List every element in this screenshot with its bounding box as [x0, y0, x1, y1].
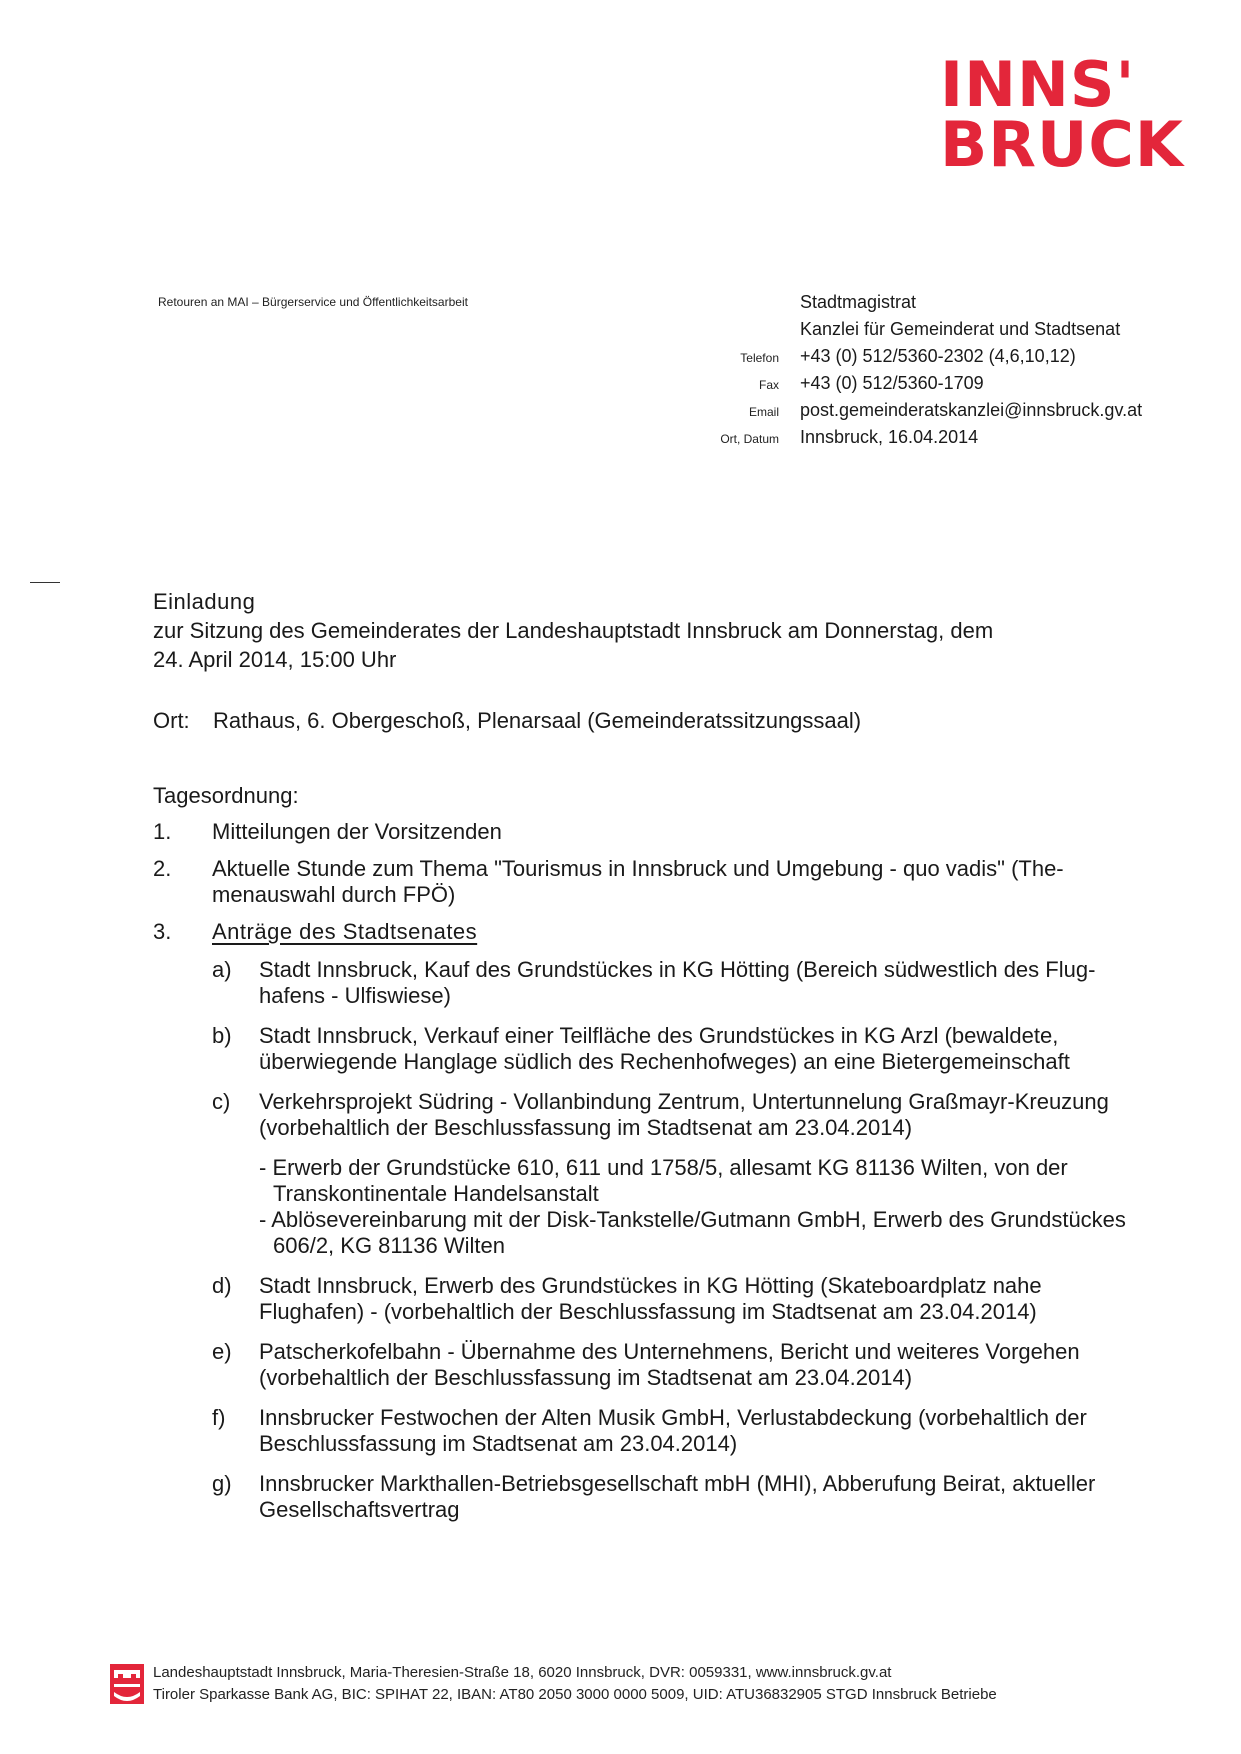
date-label: Ort, Datum: [720, 432, 779, 446]
sub-letter: d): [212, 1273, 232, 1298]
detail-line: - Erwerb der Grundstücke 610, 611 und 1758/5, allesamt KG 81136 Wilten, von der Transkontinentale Handelsanstalt: [259, 1155, 1068, 1206]
agenda-item: [153, 819, 1133, 845]
agenda-list: [153, 819, 1133, 1537]
sub-letter: g): [212, 1471, 232, 1496]
email-label: Email: [748, 405, 779, 419]
heading-line-2: zur Sitzung des Gemeinderates der Landeshauptstadt Innsbruck am Donnerstag, dem: [153, 618, 994, 643]
sub-item: [212, 1089, 1133, 1259]
contact-block: [600, 292, 1200, 454]
fax-value: +43 (0) 512/5360-1709: [800, 373, 984, 393]
heading-line-3: 24. April 2014, 15:00 Uhr: [153, 647, 397, 672]
agenda-number: 1.: [153, 819, 172, 844]
sub-item: [212, 1339, 1133, 1391]
sub-item: [212, 1273, 1133, 1325]
sub-text: Stadt Innsbruck, Erwerb des Grundstückes in KG Hötting (Skateboardplatz nahe Flughafen) - (vorbehaltlich der Beschlussfassung im Stadtsenat am 23.04.2014): [259, 1273, 1042, 1324]
sub-item: [212, 1471, 1133, 1523]
sub-letter: c): [212, 1089, 231, 1114]
location-line: [153, 708, 861, 734]
sub-items: [212, 957, 1133, 1523]
agenda-text: Anträge des Stadtsenates: [212, 919, 478, 944]
return-address: Retouren an MAI – Bürgerservice und Öffentlichkeitsarbeit: [158, 295, 468, 309]
fax-label: Fax: [758, 378, 779, 392]
location-label: Ort:: [153, 708, 190, 733]
sub-text: Innsbrucker Markthallen-Betriebsgesellschaft mbH (MHI), Abberufung Beirat, aktueller Gesellschaftsvertrag: [259, 1471, 1096, 1522]
innsbruck-logo: [940, 48, 1185, 181]
heading-line-1: Einladung: [153, 589, 256, 614]
invitation-heading: [153, 587, 1073, 674]
contact-row: [600, 400, 1200, 427]
agenda-title: Tagesordnung:: [153, 783, 299, 808]
logo-line-1: INNS': [940, 48, 1136, 121]
contact-row: [600, 292, 1200, 319]
sub-item: [212, 1023, 1133, 1075]
city-crest-icon: [110, 1664, 144, 1704]
agenda-item: [153, 856, 1133, 908]
sub-letter: a): [212, 957, 232, 982]
contact-row: [600, 427, 1200, 454]
sub-text: Stadt Innsbruck, Kauf des Grundstückes in KG Hötting (Bereich südwestlich des Flug-hafens - Ulfiswiese): [259, 957, 1096, 1008]
sub-text: Stadt Innsbruck, Verkauf einer Teilfläche des Grundstückes in KG Arzl (bewaldete, überwiegende Hanglage südlich des Rechenhofweges) an eine Bietergemeinschaft: [259, 1023, 1070, 1074]
footer: [110, 1662, 1210, 1712]
sub-letter: e): [212, 1339, 232, 1364]
contact-row: [600, 319, 1200, 346]
sub-item: [212, 1405, 1133, 1457]
fold-mark: [30, 582, 60, 583]
date-value: Innsbruck, 16.04.2014: [800, 427, 979, 447]
telefon-label: Telefon: [740, 351, 779, 365]
agenda-number: 2.: [153, 856, 172, 881]
sub-details: [259, 1155, 1133, 1259]
contact-row: [600, 346, 1200, 373]
sub-text: Patscherkofelbahn - Übernahme des Unternehmens, Bericht und weiteres Vorgehen (vorbehaltlich der Beschlussfassung im Stadtsenat am 23.04.2014): [259, 1339, 1080, 1390]
contact-row: [600, 373, 1200, 400]
logo-line-2: BRUCK: [940, 108, 1184, 181]
footer-text: [153, 1662, 997, 1706]
email-value: post.gemeinderatskanzlei@innsbruck.gv.at: [800, 400, 1143, 420]
sub-text: Innsbrucker Festwochen der Alten Musik GmbH, Verlustabdeckung (vorbehaltlich der Beschlussfassung im Stadtsenat am 23.04.2014): [259, 1405, 1087, 1456]
sub-text: Verkehrsprojekt Südring - Vollanbindung Zentrum, Untertunnelung Graßmayr-Kreuzung (vorbehaltlich der Beschlussfassung im Stadtsenat am 23.04.2014): [259, 1089, 1109, 1140]
location-value: Rathaus, 6. Obergeschoß, Plenarsaal (Gemeinderatssitzungssaal): [213, 708, 862, 733]
agenda-text: Aktuelle Stunde zum Thema "Tourismus in Innsbruck und Umgebung - quo vadis" (The-menauswahl durch FPÖ): [212, 856, 1064, 907]
footer-line-2: Tiroler Sparkasse Bank AG, BIC: SPIHAT 22, IBAN: AT80 2050 3000 0000 5009, UID: ATU36832905 STGD Innsbruck Betriebe: [153, 1686, 997, 1703]
sub-letter: b): [212, 1023, 232, 1048]
sub-item: [212, 957, 1133, 1009]
telefon-value: +43 (0) 512/5360-2302 (4,6,10,12): [800, 346, 1076, 366]
agenda-item: [153, 919, 1133, 945]
detail-line: - Ablösevereinbarung mit der Disk-Tankstelle/Gutmann GmbH, Erwerb des Grundstückes 606/2, KG 81136 Wilten: [259, 1207, 1126, 1258]
contact-value: Stadtmagistrat: [800, 292, 917, 312]
footer-line-1: Landeshauptstadt Innsbruck, Maria-Theresien-Straße 18, 6020 Innsbruck, DVR: 0059331, www.innsbruck.gv.at: [153, 1664, 892, 1681]
sub-text-block: [259, 1089, 1133, 1259]
agenda-text: Mitteilungen der Vorsitzenden: [212, 819, 502, 844]
contact-value: Kanzlei für Gemeinderat und Stadtsenat: [800, 319, 1121, 339]
sub-letter: f): [212, 1405, 226, 1430]
agenda-number: 3.: [153, 919, 172, 944]
